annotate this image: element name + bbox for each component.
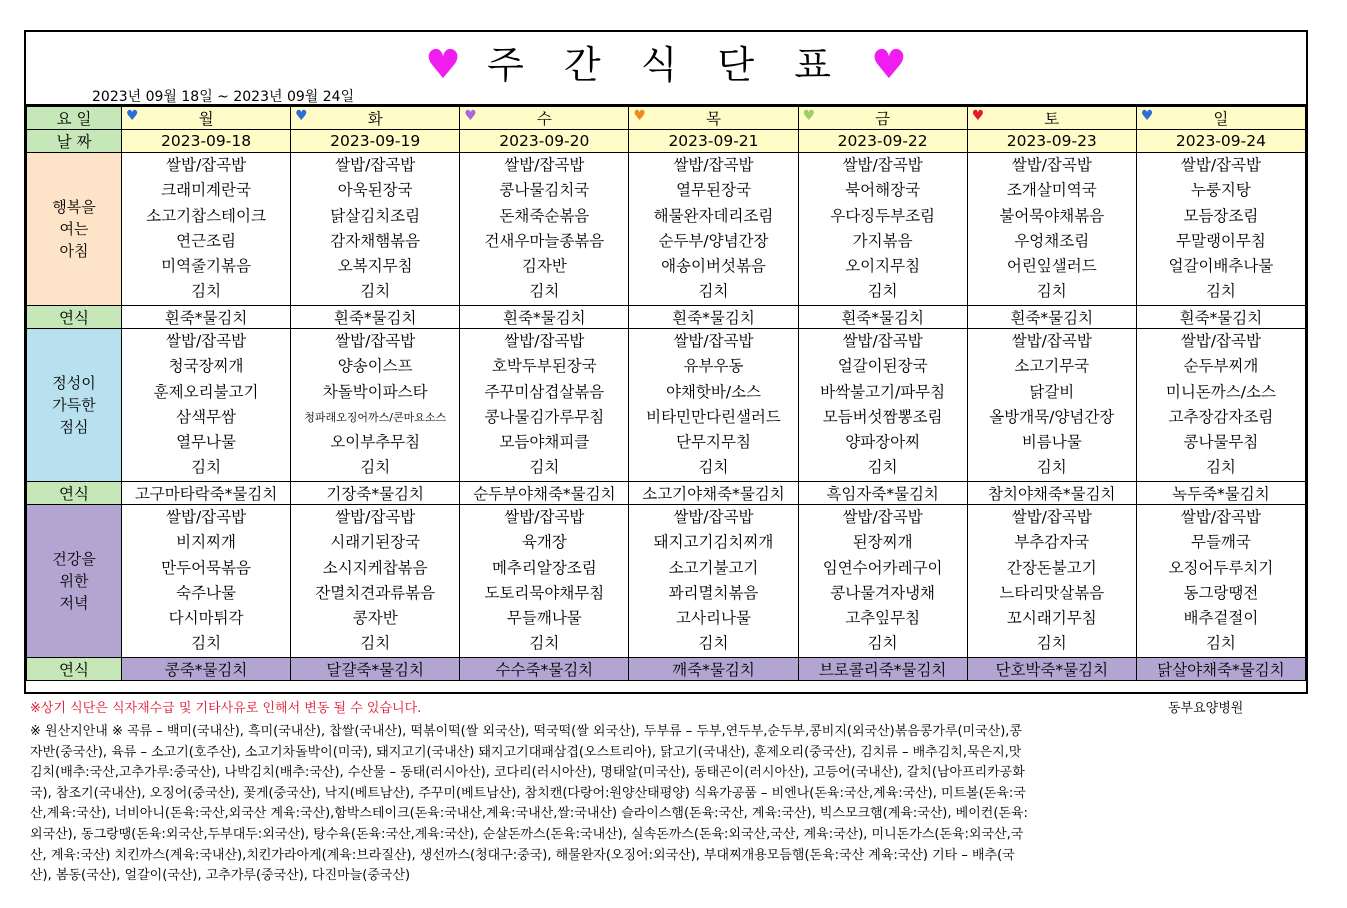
lunch-cell [122, 329, 291, 482]
lunch-row [27, 329, 1306, 482]
menu-item: 김치 [1036, 634, 1067, 653]
menu-item: 쌀밥/잡곡밥 [1011, 156, 1092, 174]
dinner-row [27, 505, 1306, 658]
menu-item: 유부우동 [683, 357, 744, 376]
menu-item: 고사리나물 [676, 609, 751, 628]
dinner-label-line: 위한 [59, 572, 89, 590]
menu-item: 김치 [191, 458, 222, 477]
snack-morning-row [27, 306, 1306, 329]
menu-item: 쌀밥/잡곡밥 [673, 156, 754, 174]
flower-icon: ♥ [464, 108, 477, 124]
menu-item: 모듬버섯짬뽕조림 [822, 407, 943, 426]
snack-morning-label-text: 연식 [59, 309, 89, 327]
snack-item: 소고기야채죽*물김치 [642, 485, 785, 503]
breakfast-label [27, 153, 122, 306]
date-text: 2023-09-24 [1175, 132, 1266, 150]
flower-icon: ♥ [1140, 108, 1154, 124]
menu-item: 쌀밥/잡곡밥 [166, 332, 247, 350]
menu-item: 무말랭이무침 [1176, 231, 1266, 250]
snack-dinner-label [27, 658, 122, 681]
menu-item: 단무지무침 [676, 433, 751, 452]
menu-item: 쌀밥/잡곡밥 [1180, 508, 1261, 526]
snack-lunch-cell [460, 482, 629, 505]
date-cell [291, 130, 460, 153]
day-label [27, 107, 122, 130]
menu-item: 도토리묵야채무침 [484, 583, 605, 602]
menu-item: 고추잎무침 [845, 609, 921, 628]
menu-item: 아욱된장국 [337, 181, 413, 200]
menu-item: 소고기무국 [1014, 357, 1090, 376]
menu-item: 김치 [867, 282, 898, 301]
menu-item: 김자반 [521, 257, 567, 276]
breakfast-cell [629, 153, 798, 306]
day-cell [291, 107, 460, 130]
menu-item: 육개장 [521, 533, 567, 552]
menu-item: 누룽지탕 [1190, 181, 1251, 200]
snack-item: 녹두죽*물김치 [1172, 485, 1270, 503]
snack-item: 달걀죽*물김치 [326, 661, 424, 679]
menu-item: 북어해장국 [845, 181, 921, 200]
snack-dinner-cell [460, 658, 629, 681]
menu-item: 만두어묵볶음 [161, 558, 251, 577]
origin-line: ※ 원산지안내 ※ 곡류 – 백미(국내산), 흑미(국내산), 찹쌀(국내산), 떡볶이떡(쌀 외국산), 떡국떡(쌀 외국산), 두부류 – 두부,연두부,순두부,콩비지(외국산)볶음콩가루(미국산),콩 [30, 724, 1022, 739]
snack-item: 참치야채죽*물김치 [988, 485, 1116, 503]
breakfast-cell [460, 153, 629, 306]
menu-item: 쌀밥/잡곡밥 [1011, 332, 1092, 350]
origin-line: 외국산), 동그랑땡(돈육:외국산,두부대두:외국산), 탕수육(돈육:국산,계육:국산), 순살돈까스(돈육:국내산), 실속돈까스(돈육:외국산,국산, 계육:국산), 미니돈가스(돈육:외국산,국 [30, 826, 1024, 842]
snack-morning-label [27, 306, 122, 329]
menu-item: 해물완자데리조림 [653, 206, 774, 225]
menu-item: 청국장찌개 [168, 357, 244, 376]
menu-item: 오이부추무침 [330, 433, 421, 452]
dinner-cell [1136, 505, 1305, 658]
page-title [26, 34, 1306, 89]
snack-morning-cell [460, 306, 629, 329]
menu-item: 가지볶음 [852, 231, 913, 250]
snack-lunch-cell [122, 482, 291, 505]
snack-item: 흰죽*물김치 [672, 309, 755, 327]
date-label [27, 130, 122, 153]
lunch-cell [291, 329, 460, 482]
origin-line: 산), 봄동(국산), 얼갈이(국산), 고추가루(중국산), 다진마늘(중국산) [30, 868, 411, 884]
snack-lunch-cell [1136, 482, 1305, 505]
origin-info [30, 722, 1300, 887]
snack-item: 흰죽*물김치 [1010, 309, 1094, 327]
snack-dinner-cell [122, 658, 291, 681]
menu-item: 쌀밥/잡곡밥 [504, 332, 585, 350]
menu-item: 열무나물 [176, 433, 237, 452]
menu-item: 올방개묵/양념간장 [989, 407, 1115, 426]
menu-frame [24, 30, 1308, 694]
lunch-cell [460, 329, 629, 482]
menu-item: 순두부/양념간장 [658, 231, 769, 250]
change-notice: ※상기 식단은 식자재수급 및 기타사유로 인해서 변동 될 수 있습니다. [30, 701, 422, 716]
menu-item: 김치 [360, 458, 391, 477]
flower-icon: ♥ [633, 108, 646, 124]
menu-item: 소고기찹스테이크 [146, 206, 266, 225]
menu-item: 조개살미역국 [1006, 181, 1097, 200]
menu-item: 쌀밥/잡곡밥 [504, 156, 585, 174]
dinner-cell [460, 505, 629, 658]
menu-item: 돼지고기김치찌개 [653, 533, 774, 552]
dinner-label [27, 505, 122, 658]
dinner-cell [798, 505, 967, 658]
menu-item: 쌀밥/잡곡밥 [842, 508, 923, 526]
menu-item: 삼색무쌈 [176, 407, 237, 426]
menu-item: 무들깨나물 [506, 609, 582, 628]
menu-item: 감자채햄볶음 [330, 231, 421, 250]
snack-dinner-cell [967, 658, 1136, 681]
lunch-cell [629, 329, 798, 482]
snack-dinner-cell [291, 658, 460, 681]
breakfast-label-line: 아침 [59, 242, 89, 260]
menu-item: 김치 [1205, 458, 1236, 477]
menu-item: 김치 [191, 282, 222, 301]
menu-item: 청파래오징어까스/콘마요소스 [304, 410, 447, 424]
snack-lunch-cell [629, 482, 798, 505]
day-name: 토 [1044, 110, 1060, 128]
menu-item: 호박두부된장국 [491, 357, 597, 376]
heart-icon: ♥ [871, 42, 907, 88]
menu-item: 된장찌개 [852, 533, 913, 552]
menu-item: 훈제오리불고기 [153, 382, 259, 401]
snack-item: 닭살야채죽*물김치 [1157, 661, 1285, 679]
snack-item: 브로콜리죽*물김치 [818, 661, 947, 679]
menu-item: 임연수어카레구이 [822, 558, 943, 577]
breakfast-cell [967, 153, 1136, 306]
snack-lunch-cell [798, 482, 967, 505]
day-name: 일 [1213, 110, 1229, 128]
date-cell [122, 130, 291, 153]
day-label-text: 요 일 [56, 110, 92, 128]
dinner-cell [629, 505, 798, 658]
menu-item: 쌀밥/잡곡밥 [1180, 156, 1261, 174]
snack-dinner-cell [798, 658, 967, 681]
menu-item: 얼갈이배추나물 [1168, 257, 1274, 276]
menu-item: 차돌박이파스타 [322, 382, 428, 401]
menu-item: 얼갈이된장국 [837, 357, 928, 376]
menu-item: 쌀밥/잡곡밥 [842, 156, 923, 174]
date-cell [967, 130, 1136, 153]
menu-item: 콩나물겨자냉채 [830, 583, 936, 602]
date-text: 2023-09-19 [330, 132, 421, 150]
menu-item: 김치 [191, 634, 222, 653]
date-text: 2023-09-20 [499, 132, 590, 150]
menu-item: 김치 [867, 458, 898, 477]
snack-lunch-label [27, 482, 122, 505]
date-label-text: 날 짜 [56, 133, 92, 151]
menu-item: 쌀밥/잡곡밥 [842, 332, 923, 350]
lunch-cell [798, 329, 967, 482]
origin-line: 산,계육:국산), 너비아니(돈육:국산,외국산 계육:국산),함박스테이크(돈육:국내산,계육:국내산,쌀:국내산) 슬라이스햄(돈육:국산, 계육:국산), 빅스모크햄(계육:국산), 베이컨(돈육: [30, 806, 1028, 822]
menu-item: 주꾸미삼겹살볶음 [484, 382, 605, 401]
menu-item: 숙주나물 [176, 583, 237, 602]
day-name: 월 [198, 110, 214, 128]
day-name: 목 [706, 110, 721, 128]
breakfast-cell [291, 153, 460, 306]
menu-item: 김치 [360, 634, 391, 653]
snack-dinner-row [27, 658, 1306, 681]
menu-item: 쌀밥/잡곡밥 [335, 508, 416, 526]
date-cell [460, 130, 629, 153]
lunch-label-line: 가득한 [52, 396, 96, 414]
date-cell [629, 130, 798, 153]
menu-item: 김치 [529, 634, 560, 653]
date-text: 2023-09-21 [668, 132, 759, 150]
lunch-label-line: 정성이 [52, 374, 96, 392]
snack-item: 기장죽*물김치 [326, 485, 424, 503]
menu-item: 김치 [698, 634, 729, 653]
hospital-name: 동부요양병원 [1168, 701, 1244, 716]
snack-item: 흰죽*물김치 [1179, 309, 1263, 327]
menu-item: 애송이버섯볶음 [661, 257, 766, 276]
menu-item: 콩나물김가루무침 [484, 407, 605, 426]
heart-icon: ♥ [425, 42, 461, 88]
menu-item: 오이지무침 [845, 257, 921, 276]
snack-item: 콩죽*물김치 [164, 661, 248, 679]
menu-item: 모듬장조림 [1183, 206, 1259, 225]
snack-dinner-label-text: 연식 [59, 661, 89, 679]
snack-morning-cell [629, 306, 798, 329]
flower-icon: ♥ [295, 108, 308, 124]
snack-item: 순두부야채죽*물김치 [473, 485, 616, 503]
menu-item: 콩나물무침 [1183, 433, 1259, 452]
menu-item: 미니돈까스/소스 [1165, 382, 1276, 401]
menu-item: 쌀밥/잡곡밥 [166, 508, 247, 526]
day-cell [629, 107, 798, 130]
menu-item: 오복지무침 [337, 257, 413, 276]
title-text: 주 간 식 단 표 [487, 43, 845, 87]
lunch-label [27, 329, 122, 482]
menu-item: 김치 [529, 282, 560, 301]
breakfast-cell [122, 153, 291, 306]
day-cell [1136, 107, 1305, 130]
menu-item: 김치 [1036, 282, 1067, 301]
day-name: 금 [875, 110, 891, 128]
menu-item: 느타리맛살볶음 [999, 583, 1105, 602]
breakfast-row [27, 153, 1306, 306]
day-cell [122, 107, 291, 130]
menu-item: 연근조림 [176, 231, 237, 250]
menu-item: 김치 [698, 458, 729, 477]
menu-item: 소고기불고기 [668, 558, 759, 577]
dinner-cell [122, 505, 291, 658]
day-cell [460, 107, 629, 130]
day-cell [798, 107, 967, 130]
flower-icon: ♥ [971, 108, 985, 124]
meal-table [26, 106, 1306, 681]
menu-item: 건새우마늘종볶음 [484, 231, 605, 250]
flower-icon: ♥ [126, 108, 139, 124]
menu-item: 바싹불고기/파무침 [820, 382, 946, 401]
origin-line: 김치(배추:국산,고추가루:중국산), 나박김치(배추:국산), 수산물 – 동태(러시아산), 코다리(러시아산), 명태알(미국산), 동태곤이(러시아산), 고등어(국내산), 갈치(남아프리카공화 [30, 765, 1025, 781]
snack-item: 흑임자죽*물김치 [826, 485, 939, 503]
snack-item: 흰죽*물김치 [503, 309, 586, 327]
snack-item: 흰죽*물김치 [841, 309, 924, 327]
menu-item: 열무된장국 [676, 181, 751, 200]
menu-item: 쌀밥/잡곡밥 [335, 332, 416, 350]
snack-morning-cell [1136, 306, 1305, 329]
snack-dinner-cell [629, 658, 798, 681]
title-row [26, 32, 1306, 106]
breakfast-cell [1136, 153, 1305, 306]
menu-item: 크래미계란국 [161, 181, 251, 200]
date-cell [798, 130, 967, 153]
menu-item: 무들깨국 [1190, 533, 1251, 552]
menu-item: 돈채죽순볶음 [499, 206, 590, 225]
day-cell [967, 107, 1136, 130]
snack-morning-cell [967, 306, 1136, 329]
menu-item: 어린잎샐러드 [1006, 257, 1097, 276]
menu-item: 김치 [529, 458, 560, 477]
origin-line: 산, 계육:국산) 치킨까스(계육:국내산),치킨가라아게(계육:브라질산), 생선까스(청대구:중국), 해물완자(오징어:외국산), 부대찌개용모듬햄(돈육:국산 계육:국산) 기타 – 배추(국 [30, 847, 1015, 863]
menu-item: 쌀밥/잡곡밥 [673, 332, 754, 350]
menu-item: 쌀밥/잡곡밥 [335, 156, 416, 174]
menu-item: 비름나물 [1021, 433, 1082, 452]
menu-item: 꼬시래기무침 [1006, 609, 1097, 628]
snack-morning-cell [798, 306, 967, 329]
menu-item: 콩자반 [352, 609, 398, 628]
menu-item: 꽈리멸치볶음 [668, 583, 759, 602]
menu-item: 비타민만다린샐러드 [646, 407, 781, 426]
menu-item: 동그랑땡전 [1183, 583, 1259, 602]
dinner-label-line: 건강을 [52, 550, 96, 568]
date-row [27, 130, 1306, 153]
date-period: 2023년 09월 18일 ~ 2023년 09월 24일 [92, 89, 355, 105]
lunch-cell [1136, 329, 1305, 482]
menu-item: 김치 [698, 282, 729, 301]
menu-item: 고추장감자조림 [1168, 407, 1274, 426]
snack-lunch-row [27, 482, 1306, 505]
snack-lunch-cell [967, 482, 1136, 505]
flower-icon: ♥ [802, 108, 816, 124]
snack-item: 흰죽*물김치 [333, 309, 417, 327]
menu-item: 소시지케찹볶음 [322, 558, 428, 577]
menu-item: 다시마튀각 [168, 609, 244, 628]
snack-item: 흰죽*물김치 [164, 309, 248, 327]
menu-item: 콩나물김치국 [499, 181, 590, 200]
menu-item: 우엉채조림 [1014, 231, 1090, 250]
dinner-cell [967, 505, 1136, 658]
menu-item: 모듬야채피클 [499, 433, 590, 452]
dinner-label-line: 저녁 [59, 594, 89, 612]
menu-item: 배추겉절이 [1183, 609, 1259, 628]
menu-item: 메추리알장조림 [491, 558, 597, 577]
breakfast-label-line: 여는 [59, 220, 89, 238]
menu-item: 쌀밥/잡곡밥 [1011, 508, 1092, 526]
menu-item: 김치 [360, 282, 391, 301]
origin-line: 국), 참조기(국내산), 오징어(중국산), 꽃게(중국산), 낙지(베트남산), 주꾸미(베트남산), 참치캔(다랑어:원양산태평양) 식육가공품 – 비엔나(돈육:국산,계육:국산), 미트볼(돈육:국 [30, 785, 1026, 801]
menu-item: 부추감자국 [1014, 533, 1090, 552]
menu-item: 쌀밥/잡곡밥 [166, 156, 247, 174]
menu-item: 김치 [1036, 458, 1067, 477]
date-text: 2023-09-18 [161, 132, 252, 150]
menu-item: 김치 [1205, 282, 1236, 301]
menu-item: 우다징두부조림 [830, 206, 936, 225]
menu-item: 비지찌개 [176, 533, 237, 552]
snack-morning-cell [291, 306, 460, 329]
snack-item: 수수죽*물김치 [495, 661, 594, 679]
menu-item: 닭갈비 [1029, 382, 1075, 401]
snack-lunch-label-text: 연식 [59, 485, 89, 503]
snack-dinner-cell [1136, 658, 1305, 681]
menu-item: 시래기된장국 [330, 533, 421, 552]
menu-item: 닭살김치조림 [330, 206, 421, 225]
snack-lunch-cell [291, 482, 460, 505]
menu-item: 김치 [867, 634, 898, 653]
menu-item: 쌀밥/잡곡밥 [673, 508, 754, 526]
lunch-label-line: 점심 [59, 418, 89, 436]
dinner-cell [291, 505, 460, 658]
day-name: 화 [367, 110, 383, 128]
menu-item: 쌀밥/잡곡밥 [504, 508, 585, 526]
breakfast-label-line: 행복을 [52, 198, 96, 216]
snack-item: 단호박죽*물김치 [995, 661, 1109, 679]
date-cell [1136, 130, 1305, 153]
origin-line: 자반(중국산), 육류 – 소고기(호주산), 소고기차돌박이(미국), 돼지고기(국내산) 돼지고기대패삼겹(오스트리아), 닭고기(국내산), 훈제오리(중국산), 김치류 – 배추김치,묵은지,맛 [30, 744, 1022, 760]
menu-item: 순두부찌개 [1183, 357, 1259, 376]
menu-item: 김치 [1205, 634, 1236, 653]
snack-item: 고구마타락죽*물김치 [134, 485, 278, 503]
menu-item: 간장돈불고기 [1006, 558, 1097, 577]
snack-item: 깨죽*물김치 [672, 661, 755, 679]
menu-item: 불어묵야채볶음 [999, 206, 1105, 225]
date-text: 2023-09-22 [837, 132, 928, 150]
lunch-cell [967, 329, 1136, 482]
snack-morning-cell [122, 306, 291, 329]
menu-item: 쌀밥/잡곡밥 [1180, 332, 1261, 350]
menu-item: 오징어두루치기 [1168, 558, 1274, 577]
date-text: 2023-09-23 [1006, 132, 1097, 150]
day-name: 수 [536, 110, 552, 128]
day-row [27, 107, 1306, 130]
breakfast-cell [798, 153, 967, 306]
menu-item: 잔멸치견과류볶음 [315, 583, 436, 602]
menu-item: 미역줄기볶음 [161, 257, 251, 276]
menu-item: 야채핫바/소스 [665, 382, 762, 401]
menu-item: 양파장아찌 [845, 433, 921, 452]
menu-item: 양송이스프 [337, 357, 413, 376]
